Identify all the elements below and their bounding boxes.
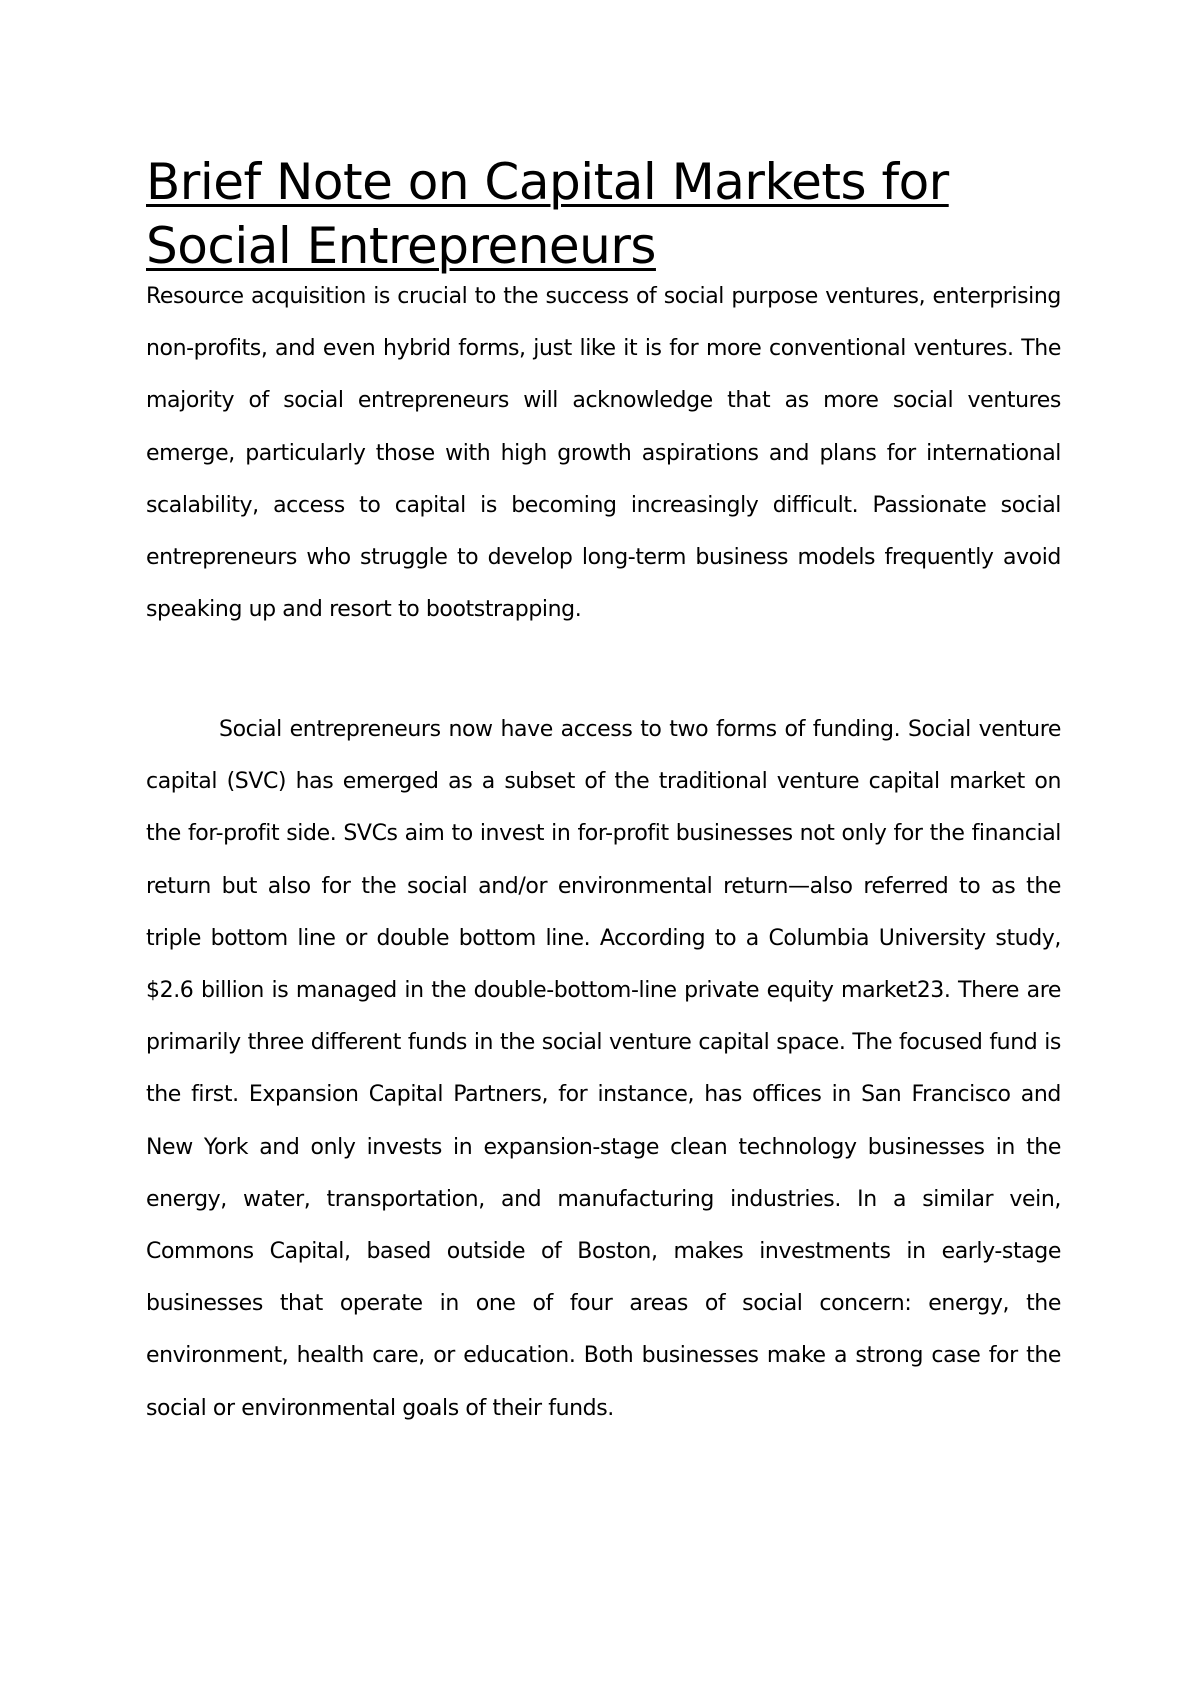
body-paragraph-2: Social entrepreneurs now have access to two forms of funding. Social venture capital (SVC) has emerged as a subset of the traditional venture capital market on the for-profit side. SVCs aim to invest in for-profit businesses not only for the financial return but also for the social and/or environmental return—also referred to as the triple bottom line or double bottom line. According to a Columbia University study, $2.6 billion is managed in the double-bottom-line private equity market23. There are primarily three different funds in the social venture capital space. The focused fund is the first. Expansion Capital Partners, for instance, has offices in San Francisco and New York and only invests in expansion-stage clean technology businesses in the energy, water, transportation, and manufacturing industries. In a similar vein, Commons Capital, based outside of Boston, makes investments in early-stage businesses that operate in one of four areas of social concern: energy, the environment, health care, or education. Both businesses make a strong case for the social or environmental goals of their funds. (146, 717, 1061, 1421)
document-title: Brief Note on Capital Markets for Social Entrepreneurs (146, 153, 949, 275)
body-paragraph-1: Resource acquisition is crucial to the success of social purpose ventures, enterprising non-profits, and even hybrid forms, just like it is for more conventional ventures. The majority of social entrepreneurs will acknowledge that as more social ventures emerge, particularly those with high growth aspirations and plans for international scalability, access to capital is becoming increasingly difficult. Passionate social entrepreneurs who struggle to develop long-term business models frequently avoid speaking up and resort to bootstrapping. (146, 284, 1061, 623)
